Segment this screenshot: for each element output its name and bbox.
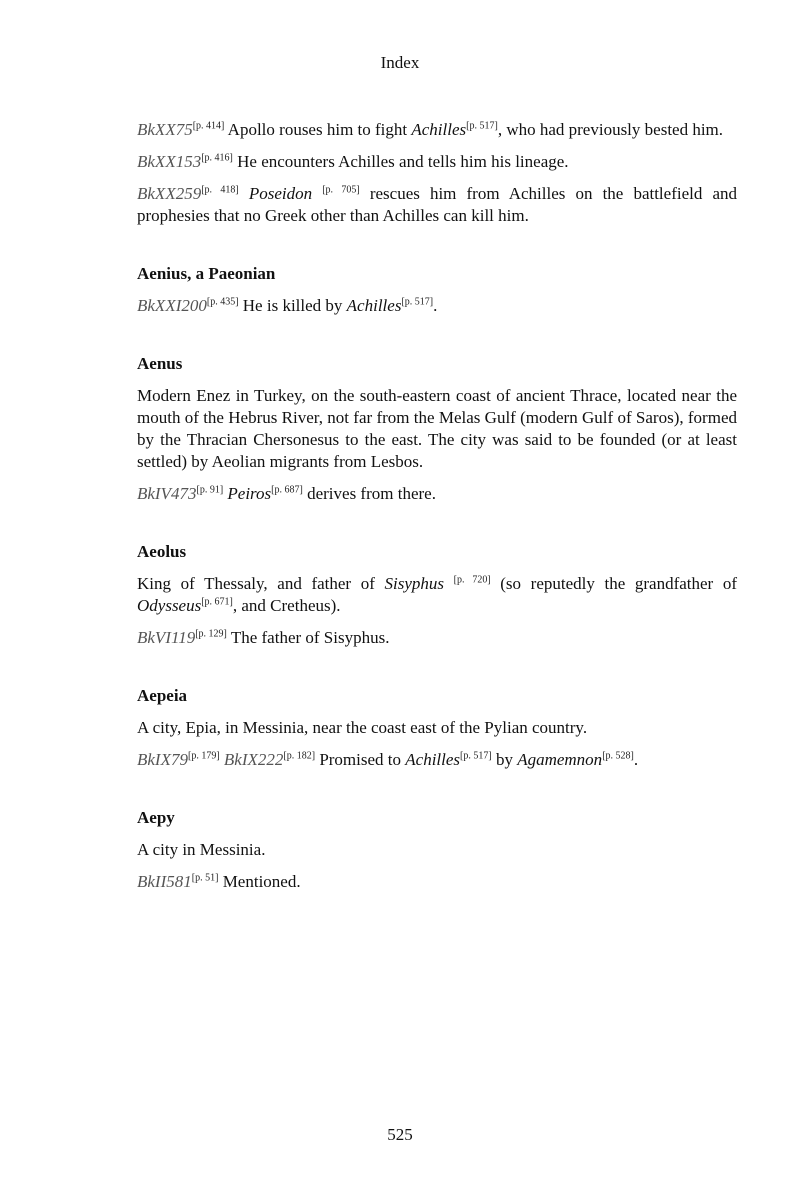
page-ref: [p. 414] <box>192 120 225 132</box>
page-ref: [p. 435] <box>206 296 239 308</box>
cross-ref-link[interactable]: Sisyphus <box>384 574 444 593</box>
entry-description: Modern Enez in Turkey, on the south-eastern coast of ancient Thrace, located near the mouth of the Hebrus River, not far from the Melas Gulf (modern Gulf of Saros), formed by the Thracian Chersonesus to the east. The city was said to be founded (or at least settled) by Aeolian migrants from Lesbos. <box>137 386 737 471</box>
entry-aepy <box>137 807 737 893</box>
page-ref: [p. 671] <box>201 596 233 608</box>
book-ref-link[interactable]: BkXXI200 <box>137 296 207 315</box>
page-ref: [p. 416] <box>201 152 233 164</box>
entry-aenus <box>137 353 737 505</box>
page-number: 525 <box>387 1125 413 1144</box>
page-ref: [p. 91] <box>196 484 224 496</box>
citation: BkXXI200[p. 435] He is killed by Achilles[p. 517]. <box>137 296 438 315</box>
entry-description: A city in Messinia. <box>137 840 266 859</box>
entry-aenius <box>137 263 737 317</box>
citation: BkIV473[p. 91] Peiros[p. 687] derives from there. <box>137 484 436 503</box>
entry-heading: Aenus <box>137 354 183 373</box>
page-ref: [p. 517] <box>466 120 498 132</box>
citation: BkXX259[p. 418] Poseidon [p. 705] rescues him from Achilles on the battlefield and prophesies that no Greek other than Achilles can kill him. <box>137 184 737 225</box>
entry-aeolus <box>137 541 737 649</box>
page-ref: [p. 517] <box>401 296 434 308</box>
book-ref-link[interactable]: BkIV473 <box>137 484 197 503</box>
page-ref: [p. 182] <box>283 750 316 762</box>
cross-ref-link[interactable]: Odysseus <box>137 596 202 615</box>
book-ref-link[interactable]: BkVI119 <box>137 628 196 647</box>
cross-ref-link[interactable]: Achilles <box>346 296 402 315</box>
page-ref: [p. 517] <box>460 750 492 762</box>
running-head: Index <box>380 53 420 72</box>
page-ref: [p. 528] <box>602 750 634 762</box>
book-ref-link[interactable]: BkXX259 <box>137 184 202 203</box>
cross-ref-link[interactable]: Agamemnon <box>517 750 603 769</box>
book-ref-link[interactable]: BkIX222 <box>223 750 284 769</box>
entry-heading: Aenius, a Paeonian <box>137 264 276 283</box>
book-ref-link[interactable]: BkXX153 <box>137 152 202 171</box>
book-ref-link[interactable]: BkIX79 <box>137 750 188 769</box>
entry-description: A city, Epia, in Messinia, near the coast east of the Pylian country. <box>137 718 588 737</box>
book-ref-link[interactable]: BkXX75 <box>137 120 193 139</box>
citation: BkXX153[p. 416] He encounters Achilles and tells him his lineage. <box>137 152 569 171</box>
book-ref-link[interactable]: BkII581 <box>137 872 192 891</box>
cross-ref-link[interactable]: Achilles <box>405 750 461 769</box>
page-ref: [p. 687] <box>271 484 303 496</box>
entry-description: King of Thessaly, and father of Sisyphus [p. 720] (so reputedly the grandfather of Odysseus[p. 671], and Cretheus). <box>137 574 737 615</box>
page-ref: [p. 179] <box>187 750 220 762</box>
entry-heading: Aepy <box>137 808 175 827</box>
index-content <box>137 119 737 929</box>
cross-ref-link[interactable]: Peiros <box>227 484 272 503</box>
entry-heading: Aeolus <box>137 542 187 561</box>
entry-continuation <box>137 119 737 227</box>
entry-heading: Aepeia <box>137 686 188 705</box>
page-ref: [p. 705] <box>322 184 360 196</box>
page-ref: [p. 418] <box>201 184 239 196</box>
citation: BkIX79[p. 179] BkIX222[p. 182] Promised to Achilles[p. 517] by Agamemnon[p. 528]. <box>137 750 639 769</box>
citation: BkVI119[p. 129] The father of Sisyphus. <box>137 628 390 647</box>
citation: BkII581[p. 51] Mentioned. <box>137 872 301 891</box>
page-ref: [p. 51] <box>191 872 219 884</box>
entry-aepeia <box>137 685 737 771</box>
citation: BkXX75[p. 414] Apollo rouses him to fight Achilles[p. 517], who had previously bested him. <box>137 120 724 139</box>
page-ref: [p. 129] <box>195 628 227 640</box>
cross-ref-link[interactable]: Achilles <box>411 120 467 139</box>
page-ref: [p. 720] <box>453 574 491 586</box>
cross-ref-link[interactable]: Poseidon <box>248 184 313 203</box>
